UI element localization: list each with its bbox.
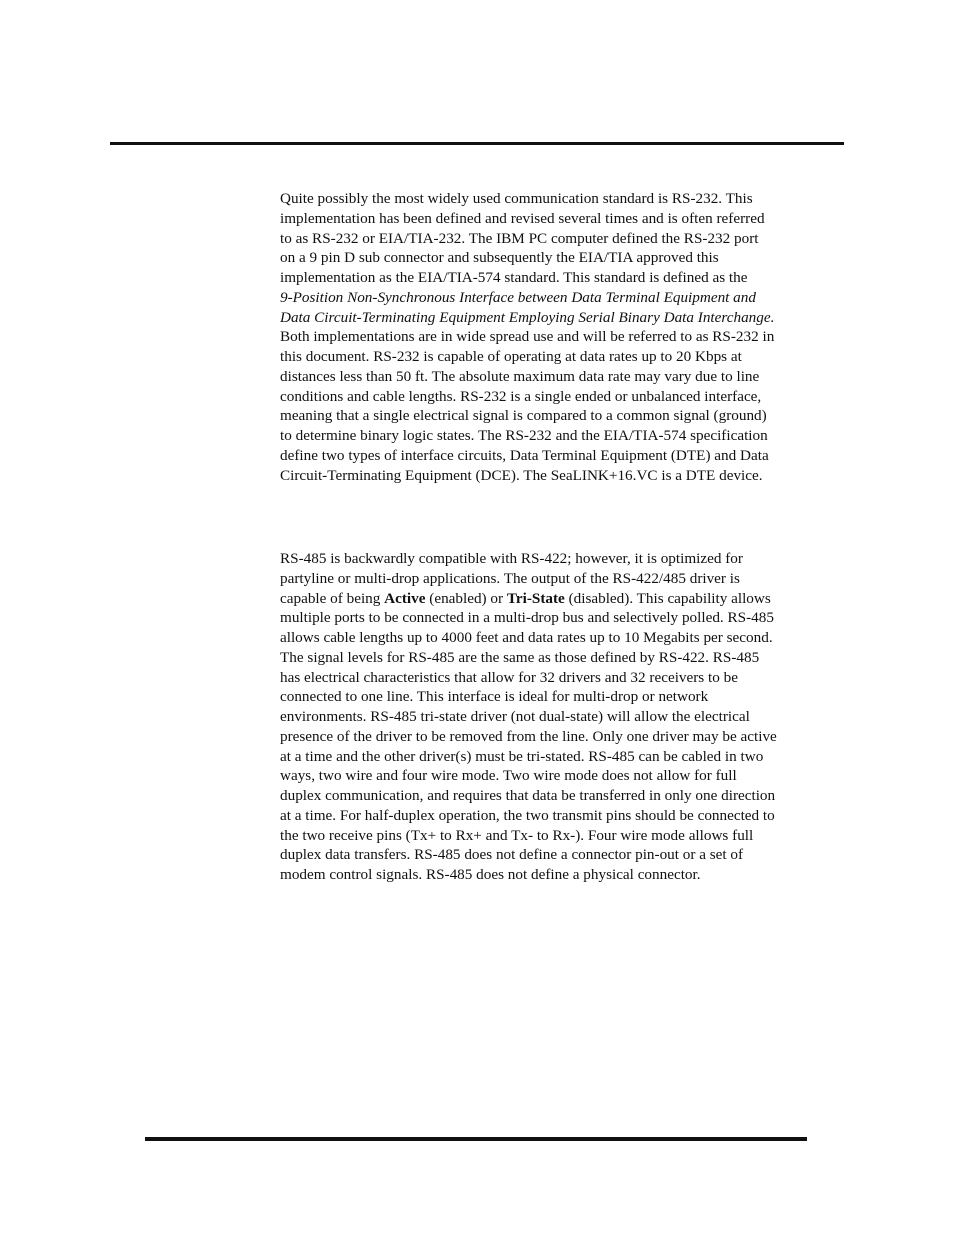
text-line: modem control signals. RS-485 does not define a physical connector. [280, 866, 701, 883]
header-rule [110, 142, 844, 145]
text-line: implementation as the EIA/TIA-574 standard. This standard is defined as the [280, 269, 748, 286]
text-line: connected to one line. This interface is ideal for multi-drop or network [280, 688, 709, 706]
rs485-paragraph [280, 549, 846, 885]
text-fragment: capable of being [280, 589, 385, 607]
active-term: Active [384, 589, 426, 607]
text-line: has electrical characteristics that allow for 32 drivers and 32 receivers to be [280, 668, 738, 686]
text-line: define two types of interface circuits, Data Terminal Equipment (DTE) and Data [280, 446, 769, 464]
text-line: duplex data transfers. RS-485 does not define a connector pin-out or a set of [280, 846, 744, 864]
text-line: conditions and cable lengths. RS-232 is a single ended or unbalanced interface, [280, 387, 762, 405]
text-line: duplex communication, and requires that data be transferred in only one direction [280, 787, 776, 804]
tri-state-term: Tri-State [506, 589, 565, 607]
text-line: on a 9 pin D sub connector and subsequently the EIA/TIA approved this [280, 249, 719, 267]
text-line: implementation has been defined and revised several times and is often referred [280, 209, 765, 227]
text-line: presence of the driver to be removed from the line. Only one driver may be active [280, 727, 777, 745]
standard-title-line: 9-Position Non-Synchronous Interface between Data Terminal Equipment and [280, 288, 756, 306]
text-line: at a time. For half-duplex operation, the two transmit pins should be connected to [280, 806, 775, 824]
text-line: this document. RS-232 is capable of operating at data rates up to 20 Kbps at [280, 348, 742, 365]
text-line: multiple ports to be connected in a multi-drop bus and selectively polled. RS-485 [280, 609, 774, 627]
text-line: RS-485 is backwardly compatible with RS-422; however, it is optimized for [280, 550, 743, 567]
rs232-paragraph [280, 189, 846, 485]
text-line: the two receive pins (Tx+ to Rx+ and Tx- to Rx-). Four wire mode allows full [280, 826, 754, 844]
text-line: to as RS-232 or EIA/TIA-232. The IBM PC computer defined the RS-232 port [280, 229, 759, 247]
text-line [280, 589, 846, 609]
text-line: to determine binary logic states. The RS-232 and the EIA/TIA-574 specification [280, 427, 768, 444]
text-line: ways, two wire and four wire mode. Two wire mode does not allow for full [280, 767, 737, 785]
text-line: environments. RS-485 tri-state driver (not dual-state) will allow the electrical [280, 708, 750, 725]
text-line: partyline or multi-drop applications. The output of the RS-422/485 driver is [280, 569, 740, 587]
footer-rule [145, 1137, 807, 1141]
text-fragment: (disabled). This capability allows [564, 589, 771, 607]
text-fragment: (enabled) or [425, 589, 507, 607]
text-line: Circuit-Terminating Equipment (DCE). The SeaLINK+16.VC is a DTE device. [280, 466, 763, 484]
text-line: allows cable lengths up to 4000 feet and data rates up to 10 Megabits per second. [280, 629, 773, 646]
text-line: meaning that a single electrical signal is compared to a common signal (ground) [280, 407, 767, 425]
text-line: Both implementations are in wide spread use and will be referred to as RS-232 in [280, 328, 775, 346]
text-line: distances less than 50 ft. The absolute maximum data rate may vary due to line [280, 367, 760, 385]
text-line: Quite possibly the most widely used communication standard is RS-232. This [280, 190, 753, 207]
text-line: at a time and the other driver(s) must be tri-stated. RS-485 can be cabled in two [280, 747, 764, 765]
standard-title-line: Data Circuit-Terminating Equipment Employing Serial Binary Data Interchange. [280, 308, 775, 326]
text-line: The signal levels for RS-485 are the same as those defined by RS-422. RS-485 [280, 648, 760, 666]
